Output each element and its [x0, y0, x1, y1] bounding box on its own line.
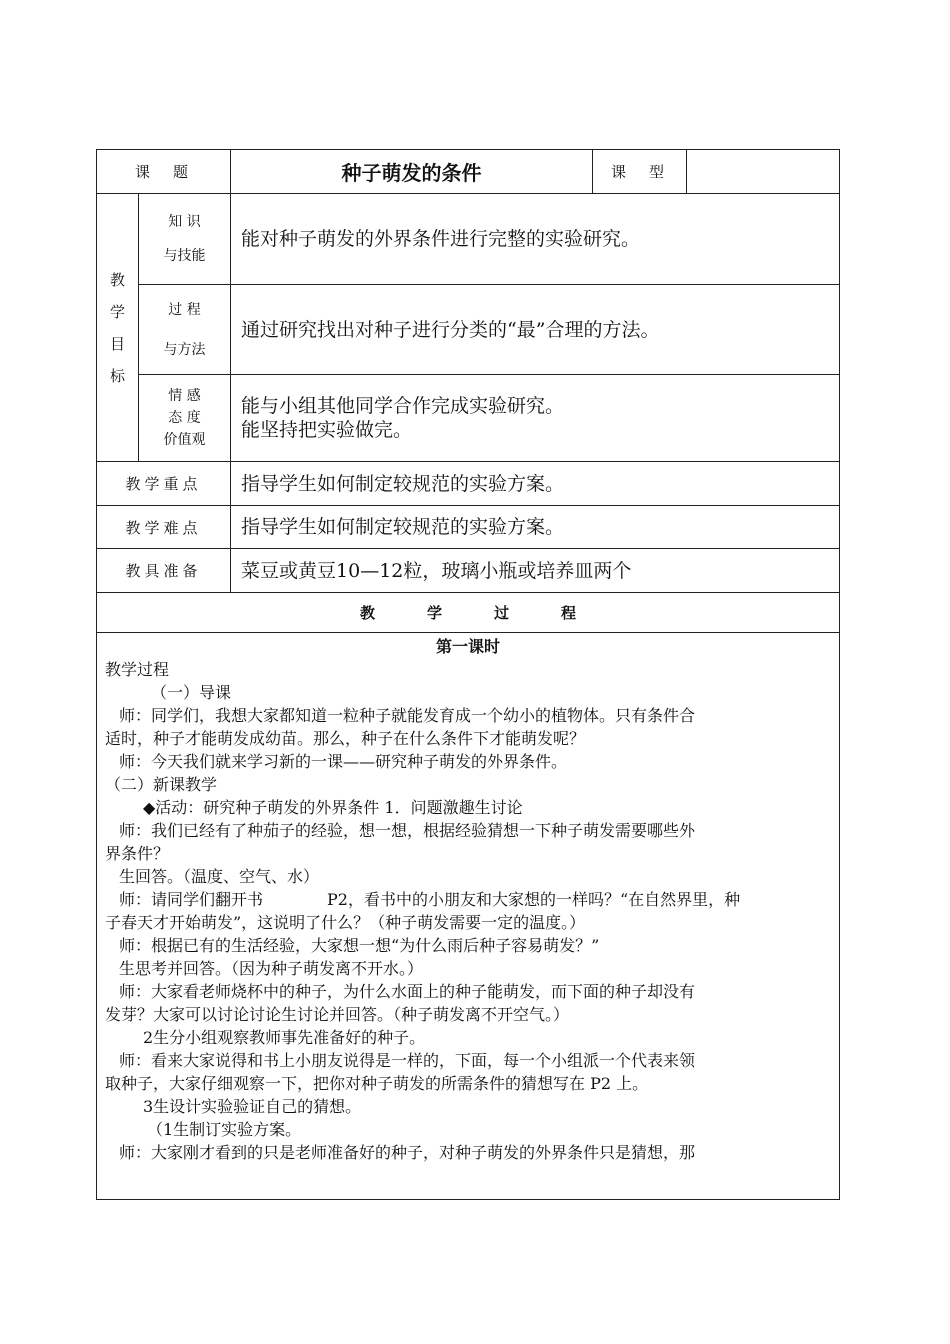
- objective-row-emotion: [97, 375, 840, 462]
- objective-row-knowledge: [97, 194, 840, 285]
- process-line: 教学过程: [105, 660, 170, 679]
- process-line: 生思考并回答。（因为种子萌发离不开水。）: [119, 959, 424, 978]
- process-line: 界条件？: [105, 844, 170, 863]
- lesson-title: 种子萌发的条件: [231, 150, 593, 194]
- difficulty-row: [97, 506, 840, 549]
- emotion-content: 能与小组其他同学合作完成实验研究。 能坚持把实验做完。: [231, 375, 840, 462]
- lesson-period-title: 第一课时: [436, 637, 501, 656]
- difficulty-label: 教学难点: [97, 506, 231, 549]
- materials-row: [97, 549, 840, 593]
- objectives-group-label: 教 学 目 标: [97, 194, 139, 462]
- lesson-plan-table: [96, 149, 840, 1200]
- header-row: [97, 150, 840, 194]
- process-line: 师：我们已经有了种茄子的经验，想一想，根据经验猜想一下种子萌发需要哪些外: [119, 821, 696, 840]
- knowledge-label: 知 识 与技能: [139, 194, 231, 285]
- process-line: 发芽？大家可以讨论讨论生讨论并回答。（种子萌发离不开空气。）: [105, 1005, 570, 1024]
- materials-content: 菜豆或黄豆10—12粒，玻璃小瓶或培养皿两个: [231, 549, 840, 593]
- type-value: [687, 150, 840, 194]
- process-line: 师：今天我们就来学习新的一课——研究种子萌发的外界条件。: [119, 752, 568, 771]
- process-line: （1生制订实验方案。: [147, 1120, 302, 1139]
- process-line: 3生设计实验验证自己的猜想。: [143, 1097, 362, 1116]
- materials-label: 教具准备: [97, 549, 231, 593]
- process-heading: 教 学 过 程: [97, 593, 840, 633]
- process-line: 2生分小组观察教师事先准备好的种子。: [143, 1028, 426, 1047]
- process-line: ◆活动：研究种子萌发的外界条件 1．问题激趣生讨论: [143, 798, 523, 817]
- process-body: [97, 633, 840, 1200]
- key-point-row: [97, 462, 840, 506]
- process-line: 师：根据已有的生活经验，大家想一想“为什么雨后种子容易萌发？”: [119, 936, 600, 955]
- topic-label: 课 题: [97, 150, 231, 194]
- process-line: （一）导课: [151, 683, 232, 702]
- process-line: 师：请同学们翻开书 P2，看书中的小朋友和大家想的一样吗？“在自然界里，种: [119, 890, 741, 909]
- process-line: 取种子，大家仔细观察一下，把你对种子萌发的所需条件的猜想写在 P2 上。: [105, 1074, 649, 1093]
- process-body-row: [97, 633, 840, 1200]
- process-line: 师：大家看老师烧杯中的种子，为什么水面上的种子能萌发，而下面的种子却没有: [119, 982, 696, 1001]
- process-line: 子春天才开始萌发”，这说明了什么？（种子萌发需要一定的温度。）: [105, 913, 586, 932]
- process-line: 师：大家刚才看到的只是老师准备好的种子，对种子萌发的外界条件只是猜想，那: [119, 1143, 696, 1162]
- emotion-label: 情 感 态 度 价值观: [139, 375, 231, 462]
- process-line: 师：同学们，我想大家都知道一粒种子就能发育成一个幼小的植物体。只有条件合: [119, 706, 696, 725]
- process-method-label: 过 程 与方法: [139, 285, 231, 375]
- process-line: 师：看来大家说得和书上小朋友说得是一样的，下面，每一个小组派一个代表来领: [119, 1051, 696, 1070]
- process-line: 适时，种子才能萌发成幼苗。那么，种子在什么条件下才能萌发呢？: [105, 729, 586, 748]
- process-heading-row: [97, 593, 840, 633]
- key-point-content: 指导学生如何制定较规范的实验方案。: [231, 462, 840, 506]
- objective-row-process: [97, 285, 840, 375]
- key-point-label: 教学重点: [97, 462, 231, 506]
- process-line: （二）新课教学: [105, 775, 218, 794]
- process-method-content: 通过研究找出对种子进行分类的“最”合理的方法。: [231, 285, 840, 375]
- difficulty-content: 指导学生如何制定较规范的实验方案。: [231, 506, 840, 549]
- process-line: 生回答。（温度、空气、水）: [119, 867, 320, 886]
- type-label: 课 型: [593, 150, 687, 194]
- knowledge-content: 能对种子萌发的外界条件进行完整的实验研究。: [231, 194, 840, 285]
